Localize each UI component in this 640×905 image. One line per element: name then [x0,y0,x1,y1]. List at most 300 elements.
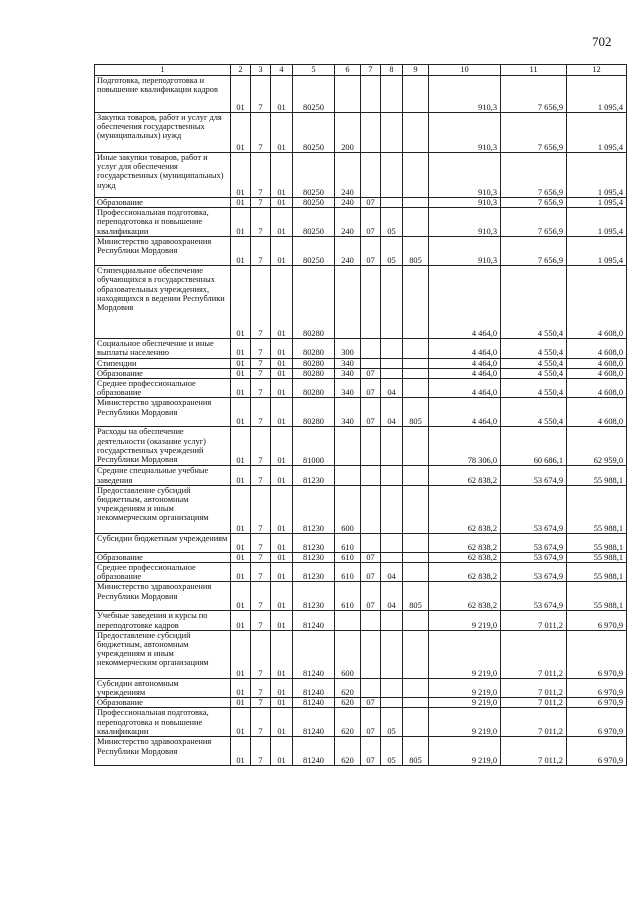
cell-c9 [403,358,429,368]
cell-c4: 01 [271,737,293,766]
cell-c9 [403,678,429,697]
cell-c5: 81240 [293,708,335,737]
cell-c2: 01 [231,339,251,358]
cell-c3: 7 [251,708,271,737]
cell-c7 [361,630,381,678]
cell-c7 [361,113,381,153]
row-name: Подготовка, переподготовка и повышение квалификации кадров [95,76,231,113]
cell-c11: 53 674,9 [501,466,567,485]
cell-c7 [361,76,381,113]
cell-c11: 4 550,4 [501,266,567,339]
cell-c6: 610 [335,533,361,552]
cell-c5: 80280 [293,398,335,427]
cell-c9 [403,368,429,378]
cell-c5: 80280 [293,379,335,398]
cell-c3: 7 [251,552,271,562]
cell-c12: 4 608,0 [567,368,627,378]
cell-c4: 01 [271,466,293,485]
cell-c12: 4 608,0 [567,339,627,358]
column-header-4: 4 [271,65,293,76]
row-name: Министерство здравоохранения Республики Мордовия [95,398,231,427]
cell-c3: 7 [251,427,271,466]
cell-c12: 55 988,1 [567,466,627,485]
cell-c6: 620 [335,708,361,737]
cell-c5: 81230 [293,466,335,485]
cell-c8 [381,630,403,678]
cell-c11: 7 011,2 [501,698,567,708]
cell-c9 [403,533,429,552]
cell-c7 [361,427,381,466]
cell-c10: 4 464,0 [429,398,501,427]
table-row [95,582,627,611]
cell-c6: 340 [335,368,361,378]
cell-c8 [381,339,403,358]
table-row [95,630,627,678]
cell-c2: 01 [231,266,251,339]
cell-c3: 7 [251,698,271,708]
cell-c4: 01 [271,630,293,678]
cell-c6: 600 [335,630,361,678]
cell-c10: 62 838,2 [429,582,501,611]
cell-c6 [335,466,361,485]
cell-c6 [335,266,361,339]
table-row [95,466,627,485]
cell-c8: 05 [381,208,403,237]
table-row [95,552,627,562]
cell-c7 [361,266,381,339]
cell-c11: 53 674,9 [501,485,567,533]
cell-c8 [381,368,403,378]
cell-c8 [381,113,403,153]
row-name: Министерство здравоохранения Республики Мордовия [95,237,231,266]
row-name: Иные закупки товаров, работ и услуг для обеспечения государственных (муниципальных) нужд [95,153,231,198]
cell-c7: 07 [361,379,381,398]
cell-c10: 4 464,0 [429,358,501,368]
column-header-6: 6 [335,65,361,76]
cell-c12: 1 095,4 [567,153,627,198]
table-row [95,563,627,582]
column-header-9: 9 [403,65,429,76]
cell-c12: 1 095,4 [567,208,627,237]
cell-c6: 340 [335,398,361,427]
cell-c8 [381,76,403,113]
cell-c2: 01 [231,678,251,697]
cell-c10: 9 219,0 [429,678,501,697]
row-name: Расходы на обеспечение деятельности (оказание услуг) государственных учреждений Республики Мордовия [95,427,231,466]
cell-c3: 7 [251,113,271,153]
cell-c9 [403,76,429,113]
cell-c11: 7 656,9 [501,237,567,266]
cell-c7: 07 [361,237,381,266]
cell-c8 [381,266,403,339]
cell-c9: 805 [403,237,429,266]
column-header-2: 2 [231,65,251,76]
cell-c12: 55 988,1 [567,582,627,611]
cell-c11: 7 011,2 [501,611,567,630]
cell-c3: 7 [251,76,271,113]
cell-c10: 62 838,2 [429,485,501,533]
cell-c8 [381,358,403,368]
cell-c12: 4 608,0 [567,379,627,398]
cell-c4: 01 [271,339,293,358]
cell-c4: 01 [271,678,293,697]
cell-c4: 01 [271,113,293,153]
row-name: Образование [95,198,231,208]
cell-c9: 805 [403,582,429,611]
cell-c8 [381,552,403,562]
cell-c2: 01 [231,398,251,427]
cell-c3: 7 [251,485,271,533]
row-name: Субсидии бюджетным учреждениям [95,533,231,552]
column-header-5: 5 [293,65,335,76]
cell-c5: 81000 [293,427,335,466]
cell-c8: 04 [381,379,403,398]
cell-c6: 610 [335,552,361,562]
cell-c9 [403,630,429,678]
cell-c7: 07 [361,582,381,611]
cell-c6: 240 [335,208,361,237]
cell-c10: 910,3 [429,198,501,208]
column-header-1: 1 [95,65,231,76]
cell-c9 [403,485,429,533]
cell-c5: 81230 [293,485,335,533]
cell-c2: 01 [231,379,251,398]
cell-c10: 62 838,2 [429,563,501,582]
row-name: Образование [95,552,231,562]
cell-c5: 80280 [293,368,335,378]
cell-c8 [381,611,403,630]
cell-c2: 01 [231,368,251,378]
cell-c9 [403,266,429,339]
cell-c4: 01 [271,708,293,737]
cell-c2: 01 [231,358,251,368]
row-name: Среднее профессиональное образование [95,379,231,398]
cell-c6 [335,76,361,113]
cell-c12: 62 959,0 [567,427,627,466]
cell-c11: 7 011,2 [501,678,567,697]
table-row [95,398,627,427]
cell-c10: 9 219,0 [429,611,501,630]
cell-c10: 910,3 [429,237,501,266]
cell-c3: 7 [251,379,271,398]
cell-c6: 340 [335,358,361,368]
cell-c11: 4 550,4 [501,339,567,358]
row-name: Предоставление субсидий бюджетным, автономным учреждениям и иным некоммерческим организациям [95,630,231,678]
cell-c12: 4 608,0 [567,358,627,368]
cell-c2: 01 [231,237,251,266]
cell-c12: 55 988,1 [567,485,627,533]
cell-c10: 910,3 [429,153,501,198]
cell-c10: 910,3 [429,76,501,113]
column-header-11: 11 [501,65,567,76]
cell-c8 [381,153,403,198]
row-name: Учебные заведения и курсы по переподготовке кадров [95,611,231,630]
row-name: Профессиональная подготовка, переподготовка и повышение квалификации [95,708,231,737]
cell-c12: 6 970,9 [567,678,627,697]
cell-c6: 610 [335,563,361,582]
cell-c2: 01 [231,708,251,737]
cell-c9 [403,198,429,208]
table-row [95,266,627,339]
cell-c10: 910,3 [429,113,501,153]
cell-c3: 7 [251,678,271,697]
cell-c8 [381,198,403,208]
cell-c6: 620 [335,737,361,766]
cell-c5: 81230 [293,563,335,582]
cell-c4: 01 [271,237,293,266]
table-row [95,708,627,737]
cell-c12: 1 095,4 [567,113,627,153]
cell-c9 [403,708,429,737]
cell-c5: 80250 [293,208,335,237]
cell-c6: 300 [335,339,361,358]
cell-c6 [335,611,361,630]
table-body [95,76,627,766]
cell-c7: 07 [361,737,381,766]
cell-c7: 07 [361,708,381,737]
cell-c3: 7 [251,533,271,552]
table-row [95,208,627,237]
cell-c9 [403,698,429,708]
cell-c9 [403,427,429,466]
cell-c3: 7 [251,466,271,485]
cell-c10: 78 306,0 [429,427,501,466]
cell-c11: 4 550,4 [501,358,567,368]
cell-c6: 600 [335,485,361,533]
cell-c3: 7 [251,630,271,678]
cell-c6 [335,427,361,466]
cell-c11: 7 656,9 [501,113,567,153]
cell-c9 [403,153,429,198]
row-name: Стипендиальное обеспечение обучающихся в государственных образовательных учреждениях, находящихся в ведении Республики Мордовия [95,266,231,339]
cell-c4: 01 [271,153,293,198]
cell-c12: 6 970,9 [567,708,627,737]
cell-c2: 01 [231,698,251,708]
cell-c4: 01 [271,358,293,368]
cell-c5: 80250 [293,198,335,208]
table-row [95,368,627,378]
cell-c10: 910,3 [429,208,501,237]
row-name: Закупка товаров, работ и услуг для обеспечения государственных (муниципальных) нужд [95,113,231,153]
cell-c11: 53 674,9 [501,552,567,562]
cell-c10: 9 219,0 [429,737,501,766]
cell-c4: 01 [271,266,293,339]
cell-c2: 01 [231,153,251,198]
cell-c7 [361,611,381,630]
cell-c12: 1 095,4 [567,76,627,113]
cell-c10: 9 219,0 [429,708,501,737]
table-row [95,153,627,198]
cell-c10: 9 219,0 [429,698,501,708]
cell-c11: 53 674,9 [501,533,567,552]
cell-c11: 4 550,4 [501,368,567,378]
cell-c7: 07 [361,208,381,237]
cell-c11: 7 011,2 [501,708,567,737]
cell-c2: 01 [231,563,251,582]
cell-c2: 01 [231,113,251,153]
cell-c4: 01 [271,611,293,630]
cell-c12: 55 988,1 [567,563,627,582]
cell-c8: 05 [381,237,403,266]
cell-c3: 7 [251,339,271,358]
page-number: 702 [592,34,612,49]
cell-c8: 05 [381,737,403,766]
cell-c7: 07 [361,698,381,708]
cell-c2: 01 [231,466,251,485]
cell-c9 [403,113,429,153]
row-name: Образование [95,368,231,378]
cell-c4: 01 [271,398,293,427]
row-name: Профессиональная подготовка, переподготовка и повышение квалификации [95,208,231,237]
cell-c7 [361,358,381,368]
cell-c8 [381,485,403,533]
cell-c10: 4 464,0 [429,339,501,358]
cell-c5: 81230 [293,533,335,552]
cell-c6: 240 [335,198,361,208]
cell-c11: 53 674,9 [501,563,567,582]
cell-c2: 01 [231,630,251,678]
cell-c4: 01 [271,76,293,113]
cell-c9 [403,611,429,630]
cell-c9 [403,466,429,485]
table-row [95,533,627,552]
cell-c9 [403,563,429,582]
cell-c5: 80250 [293,113,335,153]
cell-c12: 6 970,9 [567,611,627,630]
cell-c10: 62 838,2 [429,552,501,562]
table-row [95,485,627,533]
cell-c2: 01 [231,208,251,237]
row-name: Образование [95,698,231,708]
cell-c11: 60 686,1 [501,427,567,466]
cell-c4: 01 [271,563,293,582]
row-name: Министерство здравоохранения Республики Мордовия [95,737,231,766]
cell-c2: 01 [231,582,251,611]
cell-c11: 7 011,2 [501,737,567,766]
row-name: Субсидии автономным учреждениям [95,678,231,697]
cell-c7: 07 [361,198,381,208]
row-name: Стипендии [95,358,231,368]
cell-c8 [381,466,403,485]
column-header-7: 7 [361,65,381,76]
cell-c9 [403,552,429,562]
cell-c4: 01 [271,698,293,708]
cell-c10: 9 219,0 [429,630,501,678]
cell-c3: 7 [251,237,271,266]
table-row [95,339,627,358]
cell-c11: 53 674,9 [501,582,567,611]
cell-c4: 01 [271,533,293,552]
cell-c3: 7 [251,358,271,368]
cell-c11: 7 656,9 [501,208,567,237]
cell-c9: 805 [403,398,429,427]
table-row [95,611,627,630]
cell-c7: 07 [361,563,381,582]
cell-c8 [381,427,403,466]
cell-c2: 01 [231,198,251,208]
cell-c5: 81240 [293,611,335,630]
cell-c3: 7 [251,611,271,630]
table-row [95,237,627,266]
cell-c11: 4 550,4 [501,398,567,427]
cell-c12: 55 988,1 [567,533,627,552]
cell-c7 [361,153,381,198]
cell-c3: 7 [251,737,271,766]
cell-c3: 7 [251,153,271,198]
cell-c11: 7 011,2 [501,630,567,678]
cell-c8 [381,698,403,708]
table-row [95,678,627,697]
cell-c6: 240 [335,237,361,266]
cell-c3: 7 [251,563,271,582]
cell-c8: 04 [381,582,403,611]
table-row [95,698,627,708]
cell-c9 [403,339,429,358]
cell-c6: 340 [335,379,361,398]
cell-c4: 01 [271,379,293,398]
cell-c5: 80250 [293,76,335,113]
cell-c9: 805 [403,737,429,766]
column-header-12: 12 [567,65,627,76]
cell-c6: 620 [335,698,361,708]
cell-c3: 7 [251,266,271,339]
cell-c11: 7 656,9 [501,76,567,113]
cell-c5: 81240 [293,630,335,678]
cell-c12: 6 970,9 [567,630,627,678]
cell-c8 [381,533,403,552]
cell-c7: 07 [361,398,381,427]
cell-c12: 1 095,4 [567,237,627,266]
budget-table [94,64,627,766]
table-row [95,198,627,208]
cell-c6: 200 [335,113,361,153]
cell-c12: 4 608,0 [567,398,627,427]
cell-c11: 4 550,4 [501,379,567,398]
column-header-10: 10 [429,65,501,76]
row-name: Среднее профессиональное образование [95,563,231,582]
cell-c7 [361,485,381,533]
cell-c4: 01 [271,368,293,378]
cell-c8: 04 [381,398,403,427]
cell-c3: 7 [251,198,271,208]
cell-c12: 6 970,9 [567,737,627,766]
cell-c2: 01 [231,611,251,630]
cell-c4: 01 [271,485,293,533]
cell-c5: 81240 [293,698,335,708]
cell-c3: 7 [251,398,271,427]
cell-c7: 07 [361,552,381,562]
cell-c10: 4 464,0 [429,266,501,339]
cell-c2: 01 [231,76,251,113]
cell-c2: 01 [231,552,251,562]
cell-c5: 80250 [293,237,335,266]
row-name: Средние специальные учебные заведения [95,466,231,485]
cell-c3: 7 [251,368,271,378]
cell-c7 [361,678,381,697]
cell-c8: 04 [381,563,403,582]
column-header-3: 3 [251,65,271,76]
column-header-8: 8 [381,65,403,76]
table-row [95,737,627,766]
cell-c2: 01 [231,427,251,466]
table-header-row [95,65,627,76]
cell-c5: 80250 [293,153,335,198]
cell-c12: 55 988,1 [567,552,627,562]
cell-c6: 610 [335,582,361,611]
table-row [95,379,627,398]
cell-c2: 01 [231,533,251,552]
cell-c2: 01 [231,485,251,533]
